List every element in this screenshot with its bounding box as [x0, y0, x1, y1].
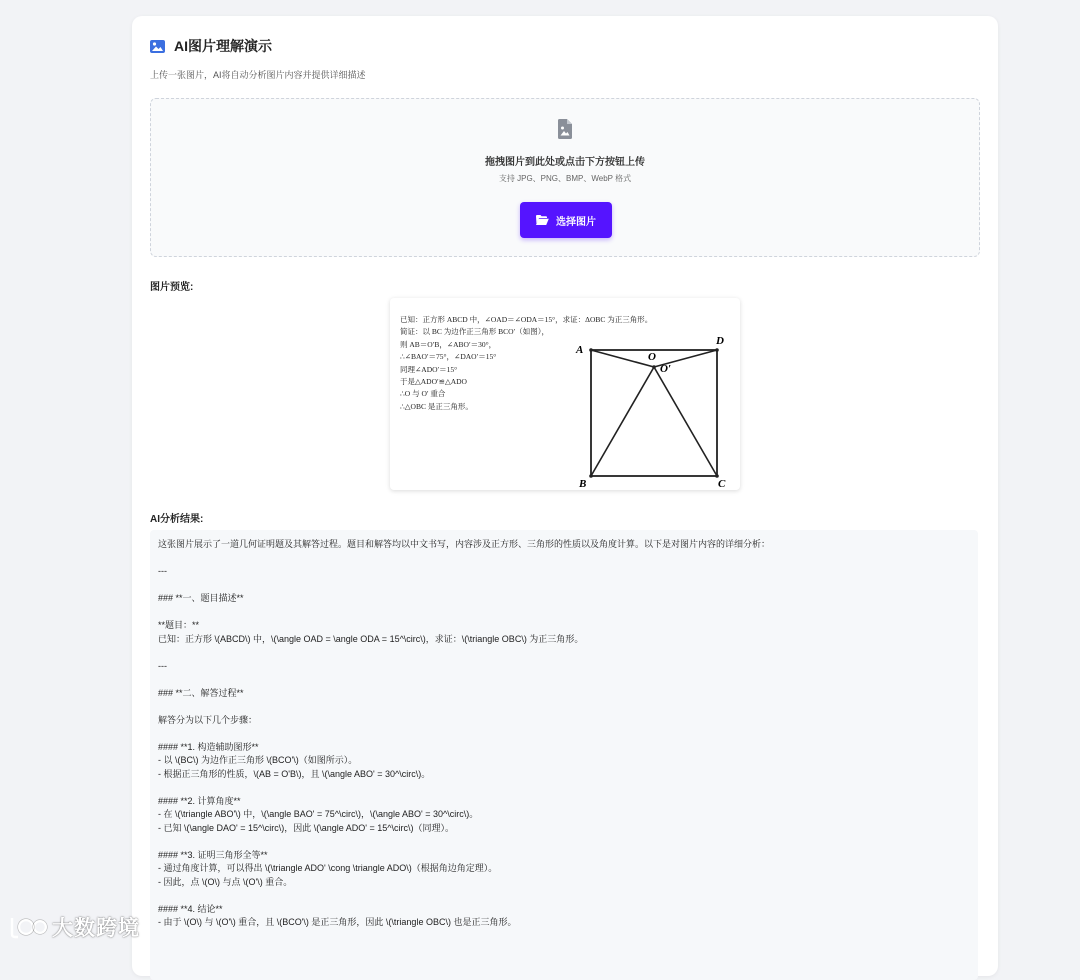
segment-bo — [591, 367, 654, 476]
dropzone-main-text: 拖拽图片到此处或点击下方按钮上传 — [485, 157, 645, 168]
result-line: ### **一、题目描述** — [158, 593, 244, 603]
square-abcd — [591, 350, 717, 476]
point-label-a: A — [576, 344, 584, 356]
result-line — [158, 700, 968, 714]
result-line — [158, 552, 968, 566]
main-card — [132, 16, 998, 976]
result-line — [158, 646, 968, 660]
page-subtitle: 上传一张图片，AI将自动分析图片内容并提供详细描述 — [150, 70, 366, 80]
problem-line: ∴∠BAO′＝75°，∠DAO′＝15° — [400, 352, 497, 362]
result-line: #### **3. 证明三角形全等** — [158, 849, 268, 860]
result-line: 这张图片展示了一道几何证明题及其解答过程。题目和解答均以中文书写，内容涉及正方形、三角形的性质以及角度计算。以下是对图片内容的详细分析： — [158, 539, 771, 549]
result-line — [158, 835, 968, 849]
result-label: AI分析结果: — [150, 514, 204, 525]
result-line: - 因此，点 \(O\) 与点 \(O'\) 重合。 — [158, 876, 293, 887]
result-line: --- — [158, 566, 167, 576]
point-label-d: D — [716, 335, 724, 347]
watermark-logo-icon — [8, 914, 48, 940]
result-line: ### **二、解答过程** — [158, 687, 244, 698]
result-line: - 由于 \(O\) 与 \(O'\) 重合，且 \(BCO'\) 是正三角形，因此 \(\triangle OBC\) 也是正三角形。 — [158, 917, 517, 927]
result-line — [158, 889, 968, 903]
dropzone-format-hint: 支持 JPG、PNG、BMP、WebP 格式 — [498, 174, 632, 183]
result-line: - 以 \(BC\) 为边作正三角形 \(BCO'\)（如图所示）。 — [158, 755, 358, 765]
geometry-figure — [570, 332, 730, 490]
problem-line: 于是△ADO′≌△ADO — [400, 377, 467, 387]
result-line: #### **4. 结论** — [158, 903, 223, 914]
point-label-o: O — [648, 351, 656, 363]
upload-dropzone[interactable] — [150, 98, 980, 257]
result-line — [158, 781, 968, 795]
problem-line: 简证：以 BC 为边作正三角形 BCO′（如图）， — [400, 327, 549, 337]
result-line: - 在 \(\triangle ABO'\) 中，\(\angle BAO' = 75^\circ\)，\(\angle ABO' = 30^\circ\)。 — [158, 809, 479, 819]
problem-line: ∴△OBC 是正三角形。 — [400, 401, 473, 411]
result-line: 解答分为以下几个步骤： — [158, 714, 258, 725]
preview-label: 图片预览: — [150, 282, 194, 293]
result-line: **题目：** — [158, 620, 200, 630]
watermark-text: 大数跨境 — [52, 917, 140, 940]
point-label-o-prime: O′ — [660, 363, 672, 375]
select-image-button-label: 选择图片 — [556, 216, 596, 228]
page-header — [150, 36, 272, 56]
result-line — [158, 606, 968, 620]
problem-line: 则 AB＝O′B，∠ABO′＝30°， — [400, 339, 497, 349]
point-label-c: C — [718, 478, 726, 490]
problem-line: ∴O 与 O′ 重合 — [400, 389, 446, 399]
segment-co — [654, 367, 717, 476]
result-line: #### **2. 计算角度** — [158, 795, 241, 806]
result-line: - 已知 \(\angle DAO' = 15^\circ\)，因此 \(\angle ADO' = 15^\circ\)（同理）。 — [158, 822, 454, 833]
result-line: - 根据正三角形的性质，\(AB = O'B\)，且 \(\angle ABO' = 30^\circ\)。 — [158, 768, 431, 779]
result-line: #### **1. 构造辅助图形** — [158, 741, 259, 752]
page-title: AI图片理解演示 — [174, 38, 272, 54]
segment-ao — [591, 350, 654, 367]
file-image-icon — [558, 119, 572, 139]
folder-open-icon — [536, 215, 549, 225]
result-line — [158, 673, 968, 687]
result-line: - 通过角度计算，可以得出 \(\triangle ADO' \cong \triangle ADO\)（根据角边角定理）。 — [158, 863, 498, 873]
analysis-result-text — [158, 538, 968, 930]
image-icon — [150, 40, 165, 53]
result-line: 已知：正方形 \(ABCD\) 中，\(\angle OAD = \angle ODA = 15^\circ\)，求证：\(\triangle OBC\) 为正三角形。 — [158, 633, 584, 644]
point-label-b: B — [579, 478, 587, 490]
result-line — [158, 579, 968, 593]
problem-line: 已知：正方形 ABCD 中，∠OAD＝∠ODA＝15°，求证：ΔOBC 为正三角形。 — [400, 315, 653, 324]
result-line — [158, 727, 968, 741]
result-line: --- — [158, 660, 167, 671]
analysis-result-box — [150, 530, 978, 980]
image-preview — [390, 298, 740, 490]
select-image-button[interactable] — [520, 202, 612, 238]
problem-line: 同理∠ADO′＝15° — [400, 364, 458, 374]
watermark — [8, 912, 140, 942]
